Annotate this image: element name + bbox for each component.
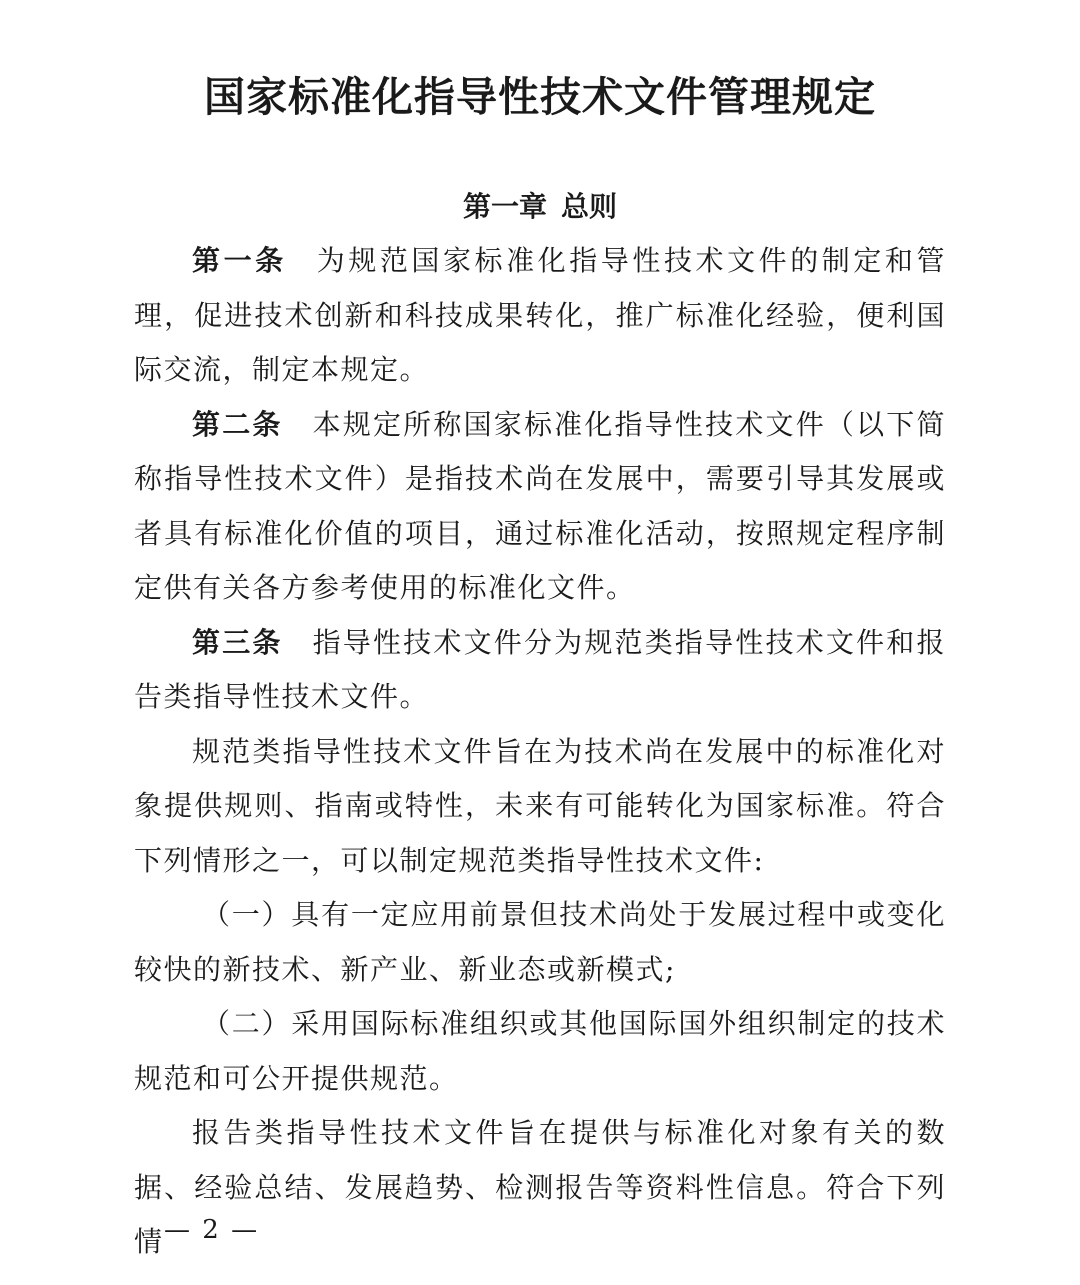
page-number: — 2 — bbox=[164, 1215, 260, 1245]
list-item: （二）采用国际标准组织或其他国际国外组织制定的技术规范和可公开提供规范。 bbox=[134, 1007, 946, 1095]
chapter-name: 总则 bbox=[561, 190, 618, 223]
list-item: （一）具有一定应用前景但技术尚处于发展过程中或变化较快的新技术、新产业、新业态或新模式; bbox=[134, 898, 946, 986]
document-title: 国家标准化指导性技术文件管理规定 bbox=[204, 73, 876, 121]
article-text: 指导性技术文件分为规范类指导性技术文件和报告类指导性技术文件。 bbox=[134, 625, 946, 713]
article-text: 本规定所称国家标准化指导性技术文件（以下简称指导性技术文件）是指技术尚在发展中，需要引导其发展或者具有标准化价值的项目，通过标准化活动，按照规定程序制定供有关各方参考使用的标准化文件。 bbox=[134, 407, 946, 604]
article-3 bbox=[134, 616, 946, 725]
article-2 bbox=[134, 398, 946, 616]
paragraph-normative-type: 规范类指导性技术文件旨在为技术尚在发展中的标准化对象提供规则、指南或特性，未来有可能转化为国家标准。符合下列情形之一，可以制定规范类指导性技术文件: bbox=[134, 734, 946, 877]
article-text: 为规范国家标准化指导性技术文件的制定和管理，促进技术创新和科技成果转化，推广标准化经验，便利国际交流，制定本规定。 bbox=[134, 244, 946, 386]
document-body bbox=[134, 234, 946, 1270]
chapter-number: 第一章 bbox=[462, 190, 547, 223]
article-label: 第三条 bbox=[192, 625, 283, 659]
article-label: 第一条 bbox=[192, 244, 287, 277]
article-1 bbox=[134, 234, 946, 398]
chapter-heading bbox=[0, 187, 1080, 227]
article-label: 第二条 bbox=[192, 407, 283, 441]
paragraph-report-type: 报告类指导性技术文件旨在提供与标准化对象有关的数据、经验总结、发展趋势、检测报告等资料性信息。符合下列情 bbox=[134, 1116, 946, 1258]
